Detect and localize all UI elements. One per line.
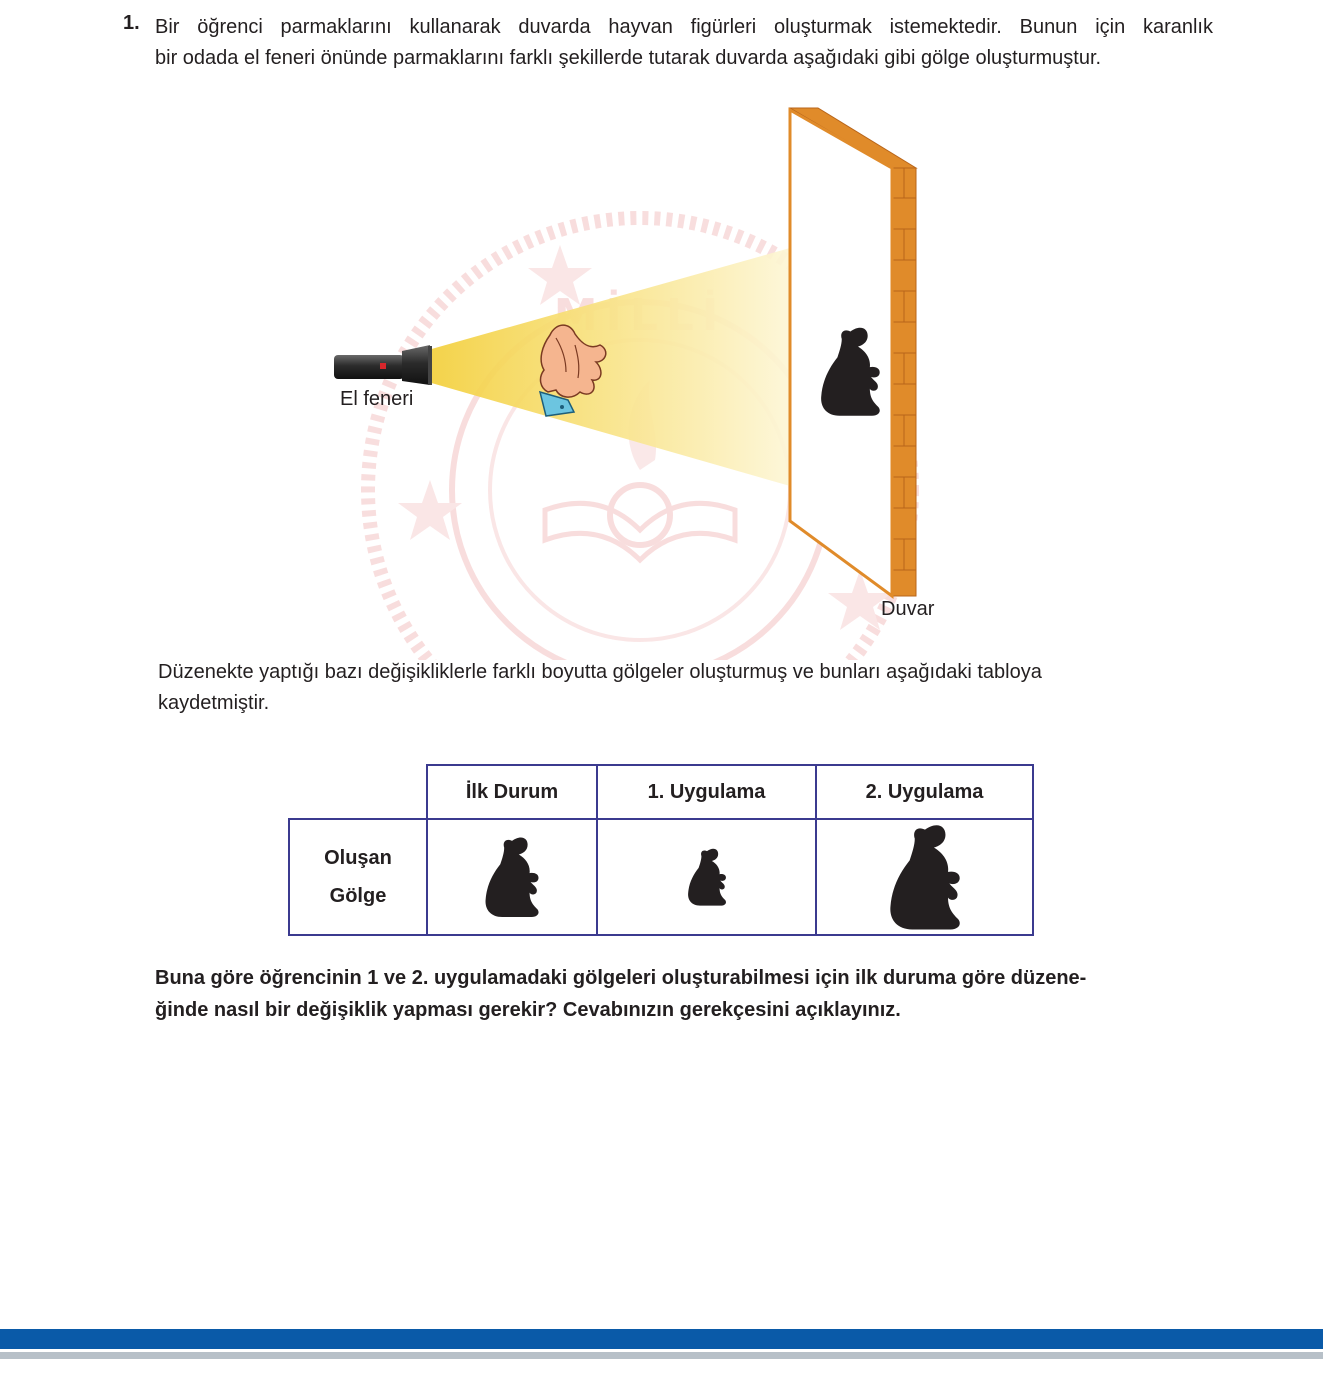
light-beam	[428, 248, 790, 486]
cell-application-2-shadow	[815, 818, 1034, 936]
cell-application-1-shadow	[596, 818, 817, 936]
header-application-1: 1. Uygulama	[596, 764, 817, 820]
final-question-line-1: Buna göre öğrencinin 1 ve 2. uygulamadaki gölgeleri oluşturabilmesi için ilk duruma göre düzene-	[155, 967, 1087, 989]
row-header-line-2: Gölge	[329, 885, 387, 907]
experiment-figure	[0, 0, 1323, 660]
rabbit-shadow-icon	[886, 822, 964, 932]
question-line-1: Bir öğrenci parmaklarını kullanarak duvarda hayvan figürleri oluşturmak istemektedir. Bunun için karanlık	[155, 16, 1213, 38]
flashlight-label: El feneri	[340, 388, 414, 410]
footer-gray-bar	[0, 1352, 1323, 1359]
middle-paragraph	[158, 657, 1158, 719]
rabbit-shadow-icon	[482, 835, 542, 919]
cell-initial-shadow	[426, 818, 598, 936]
question-line-2: bir odada el feneri önünde parmaklarını farklı şekillerde tutarak duvarda aşağıdaki gibi gölge oluşturmuştur.	[155, 47, 1102, 69]
middle-line-1: Düzenekte yaptığı bazı değişikliklerle farklı boyutta gölgeler oluşturmuş ve bunları aşağıdaki tabloya	[158, 661, 1042, 683]
header-initial: İlk Durum	[426, 764, 598, 820]
row-header-line-1: Oluşan	[324, 847, 392, 869]
flashlight-icon	[334, 345, 432, 385]
final-question	[155, 962, 1195, 1026]
footer-blue-bar	[0, 1329, 1323, 1349]
wall-label: Duvar	[881, 598, 935, 620]
row-header	[288, 818, 428, 936]
header-application-2: 2. Uygulama	[815, 764, 1034, 820]
question-number: 1.	[123, 12, 140, 34]
final-question-line-2: ğinde nasıl bir değişiklik yapması gerekir? Cevabınızın gerekçesini açıklayınız.	[155, 999, 901, 1021]
rabbit-shadow-icon	[686, 847, 728, 907]
middle-line-2: kaydetmiştir.	[158, 692, 270, 714]
